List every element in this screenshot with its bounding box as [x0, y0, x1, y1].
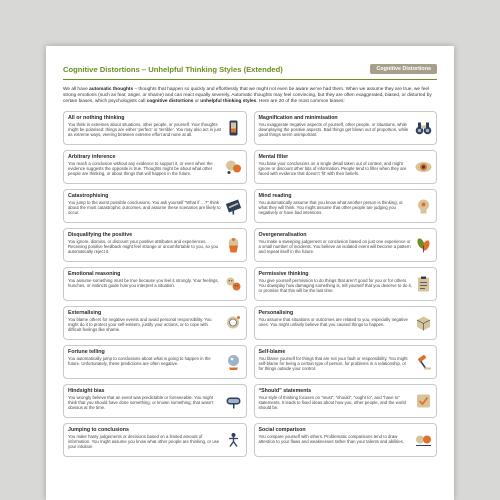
header-divider	[63, 79, 437, 80]
page-title: Cognitive Distortions – Unhelpful Thinking Styles (Extended)	[63, 64, 283, 74]
head-icon	[415, 198, 432, 215]
category-badge: Cognitive Distortions	[370, 64, 437, 74]
intro-bold-term: automatic thoughts	[89, 87, 134, 93]
card-description: You think in extremes about situations, other people, or yourself. Your thoughts might be polarised: things are either ‘perfect’ or ‘terrible’. You may also act in just as extreme ways, veering between extreme effort and none at all.	[68, 121, 221, 137]
card-description: You assume something must be true because you feel it strongly. Your feelings, hunches, or instincts guide how you interpret a situation.	[68, 277, 219, 288]
gavel-icon	[415, 354, 432, 371]
card-description: Your style of thinking focuses on “must”, “should”, “ought to”, and “have to” statements. It leads to fixed ideas about how you, other people, and the world should be.	[258, 394, 406, 410]
card-description: You make hasty judgements or decisions based on a limited amount of information. You might assume you know what other people are thinking, or use your intuition	[68, 433, 220, 449]
intro-text: We all have	[63, 87, 90, 93]
card-title: Mind reading	[258, 193, 292, 200]
card-title: Mental filter	[258, 154, 289, 161]
card-title: Externalising	[68, 310, 102, 317]
worksheet-page	[46, 46, 454, 500]
rear-view-mirror-icon	[225, 393, 242, 410]
distortion-card	[63, 150, 247, 184]
intro-paragraph	[63, 87, 437, 105]
distortion-card-grid	[63, 111, 437, 457]
card-title: Emotional reasoning	[68, 271, 121, 278]
distortion-card	[63, 228, 247, 262]
intro-bold-term: cognitive distortions	[146, 99, 194, 105]
card-title: Overgeneralisation	[258, 232, 307, 239]
distortion-card	[63, 267, 247, 301]
phone-battery-icon	[225, 120, 242, 137]
card-description: You blame others for negative events and avoid personal responsibility. You might do it to protect your self-esteem, justify your actions, or to cope with difficult feelings like shame.	[68, 316, 212, 332]
distortion-card	[254, 150, 438, 184]
emotion-faces-icon	[225, 276, 242, 293]
card-description: You base your conclusions on a single detail taken out of context, and might ignore or discount other bits of information. People tend to filter when they are faced with evidence that doesn’t ‘fit’ with their beliefs.	[258, 160, 407, 176]
distortion-card	[254, 189, 438, 223]
card-title: Magnification and minimisation	[258, 115, 338, 122]
distortion-card	[63, 189, 247, 223]
crystal-ball-icon	[225, 354, 242, 371]
distortion-card	[254, 228, 438, 262]
card-title: Permissive thinking	[258, 271, 309, 278]
card-description: You blame yourself for things that are not your fault or responsibility. You might self-blame for being a certain type of person, for problems in a relationship, or for things outside your control.	[258, 355, 408, 371]
distortion-card	[254, 267, 438, 301]
card-title: Fortune telling	[68, 349, 105, 356]
distortion-card	[254, 306, 438, 340]
warning-sign-icon	[225, 198, 242, 215]
card-description: You exaggerate negative aspects of yourself, other people, or situations, while downplaying the positive aspects. Bad things get blown out of proportion, while good things seem unimportant.	[258, 121, 409, 137]
card-title: Self-blame	[258, 349, 286, 356]
card-title: Hindsight bias	[68, 388, 105, 395]
card-description: You ignore, dismiss, or discount your positive attributes and experiences. Receiving positive feedback might feel strange or uncomfortable to you, so you automatically reject it.	[68, 238, 218, 254]
card-title: Arbitrary inference	[68, 154, 116, 161]
thought-bubbles-icon	[225, 159, 242, 176]
card-title: Catastrophising	[68, 193, 109, 200]
distortion-card	[63, 111, 247, 145]
jumping-figure-icon	[225, 432, 242, 449]
intro-text: . Here are 20 of the most common biases:	[256, 99, 345, 105]
card-title: Disqualifying the positive	[68, 232, 133, 239]
distortion-card	[254, 345, 438, 379]
binoculars-icon	[415, 120, 432, 137]
card-title: All or nothing thinking	[68, 115, 125, 122]
intro-bold-term: unhelpful thinking styles	[200, 99, 257, 105]
card-description: You give yourself permission to do things that aren’t good for you or for others. You downplay how damaging something is, tell yourself that you deserve to do it, or promise that this will be the last time.	[258, 277, 412, 293]
card-description: You compare yourself with others. Problematic comparisons tend to draw attention to your flaws and weaknesses rather than your talents and abilities.	[258, 433, 404, 444]
checkmark-icon	[415, 393, 432, 410]
card-description: You automatically assume that you know what another person is thinking, or what they will think. You might assume that other people are judging you negatively or have bad intentions.	[258, 199, 403, 215]
distortion-card	[63, 306, 247, 340]
intro-text: – thoughts that happen so quickly and effortlessly that we might not even be aware we’ve had them. When we assume they are true, we feel strong emotions (such as fear, anger, or shame) and can react equally severely. Automatic thoughts may feel convincing, but they are often exaggerated, biased, or distorted by certain biases, which psychologists call	[63, 87, 432, 105]
distortion-card	[254, 111, 438, 145]
card-description: You make a sweeping judgement or conclusion based on just one experience or a small number of incidents. You believe an isolated event will become a pattern and repeat itself in the future.	[258, 238, 411, 254]
card-description: You jump to the worst possible conclusions. You ask yourself “What if …?” think about the most catastrophic outcomes, and assume these scenarios are likely to occur.	[68, 199, 221, 215]
card-title: “Should” statements	[258, 388, 312, 395]
card-title: Social comparison	[258, 427, 306, 434]
distortion-card	[254, 423, 438, 457]
cube-head-icon	[415, 315, 432, 332]
card-title: Jumping to conclusions	[68, 427, 129, 434]
clipboard-icon	[415, 276, 432, 293]
distortion-card	[63, 384, 247, 418]
card-description: You automatically jump to conclusions about what is going to happen in the future. Unfortunately, these predictions are often negative.	[68, 355, 211, 366]
card-description: You reach a conclusion without any evidence to support it, or even when the evidence suggests the opposite is true. Thoughts might be about what other people are thinking, or about things that will happen in the future.	[68, 160, 213, 176]
comparison-icon	[415, 432, 432, 449]
card-description: You wrongly believe that an event was predictable or foreseeable. You might think that you should have done something, or known something, that wasn’t obvious at the time.	[68, 394, 214, 410]
thinking-head-icon	[225, 315, 242, 332]
distortion-card	[63, 423, 247, 457]
intro-text: or	[193, 99, 201, 105]
card-description: You assume that situations or outcomes are related to you, especially negative ones. You might unfairly believe that you caused things to happen.	[258, 316, 408, 327]
leaves-icon	[415, 237, 432, 254]
distortion-card	[63, 345, 247, 379]
eye-icon	[415, 159, 432, 176]
cupcake-icon	[225, 237, 242, 254]
distortion-card	[254, 384, 438, 418]
card-title: Personalising	[258, 310, 294, 317]
header	[63, 62, 437, 76]
